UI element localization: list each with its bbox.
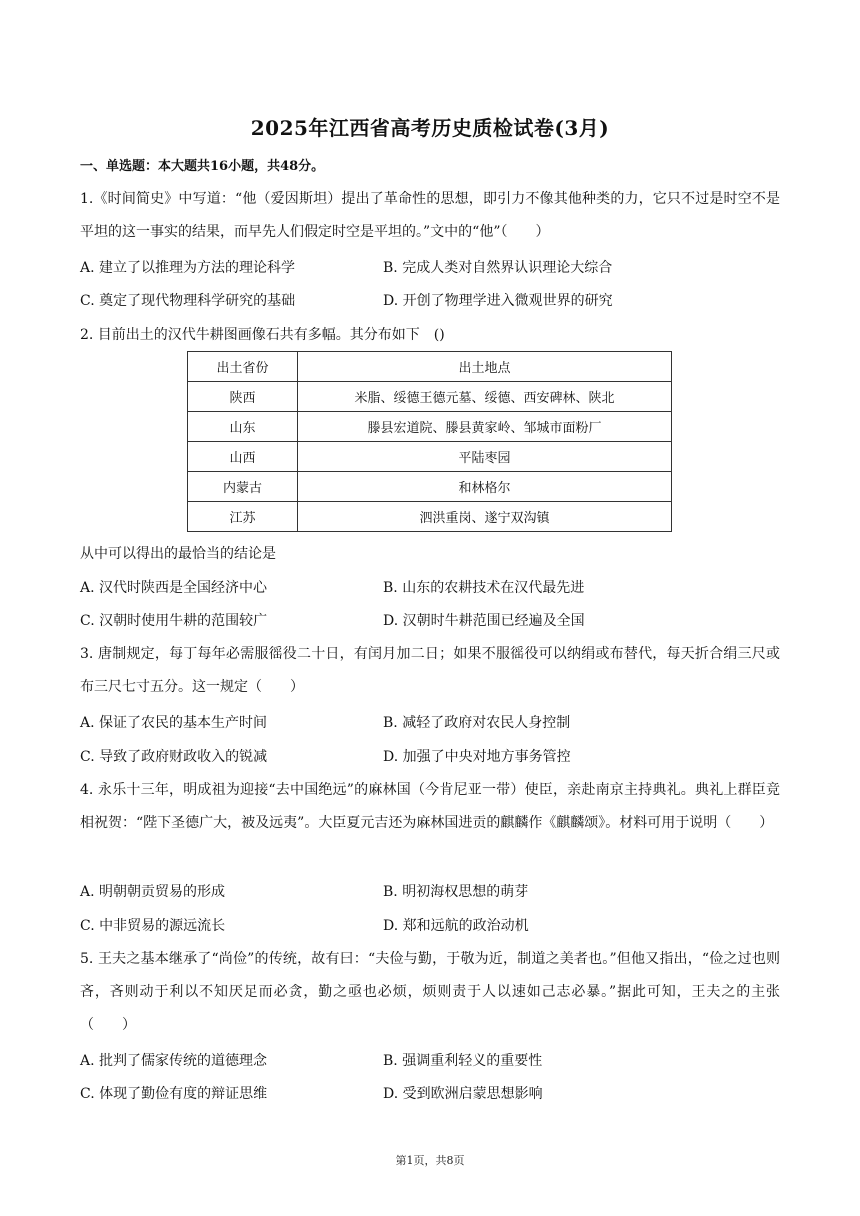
table-cell: 山东 — [188, 412, 298, 442]
table-cell: 山西 — [188, 442, 298, 472]
question-3-option-a: A. 保证了农民的基本生产时间 — [80, 715, 268, 731]
question-2-follow-text: 从中可以得出的最恰当的结论是 — [80, 546, 276, 562]
table-header-cell: 出土省份 — [188, 352, 298, 382]
table-cell: 江苏 — [188, 502, 298, 532]
question-1-option-a: A. 建立了以推理为方法的理论科学 — [80, 260, 296, 276]
page-title: 2025年江西省高考历史质检试卷(3月) — [250, 116, 610, 140]
question-2-option-a: A. 汉代时陕西是全国经济中心 — [80, 580, 268, 596]
question-5-stem: 5. 王夫之基本继承了“尚俭”的传统，故有曰：“夫俭与勤，于敬为近，制道之美者也。”但他又指出，“俭之过也则吝，吝则动于利以不知厌足而必贪，勤之亟也必烦，烦则责于人以速如己志必暴。”据此可知，王夫之的主张（ ） — [80, 951, 780, 1033]
question-1-option-d: D. 开创了物理学进入微观世界的研究 — [383, 293, 613, 309]
section-heading: 一、单选题：本大题共16小题，共48分。 — [80, 159, 325, 174]
table-cell: 内蒙古 — [188, 472, 298, 502]
table-row — [188, 412, 672, 442]
table-cell: 和林格尔 — [298, 472, 672, 502]
question-1-option-c: C. 奠定了现代物理科学研究的基础 — [80, 293, 296, 309]
table-row — [188, 472, 672, 502]
table-cell: 泗洪重岗、遂宁双沟镇 — [298, 502, 672, 532]
question-4-option-c: C. 中非贸易的源远流长 — [80, 918, 226, 934]
distribution-table — [187, 351, 672, 532]
question-5-option-d: D. 受到欧洲启蒙思想影响 — [383, 1086, 543, 1102]
question-2-stem: 2. 目前出土的汉代牛耕图画像石共有多幅。其分布如下 () — [80, 327, 445, 343]
question-4-option-d: D. 郑和远航的政治动机 — [383, 918, 529, 934]
table-cell: 陕西 — [188, 382, 298, 412]
question-3-option-d: D. 加强了中央对地方事务管控 — [383, 749, 571, 765]
question-3-stem: 3. 唐制规定，每丁每年必需服徭役二十日，有闰月加二日；如果不服徭役可以纳绢或布替代，每天折合绢三尺或布三尺七寸五分。这一规定（ ） — [80, 646, 780, 695]
question-4-option-a: A. 明朝朝贡贸易的形成 — [80, 884, 226, 900]
table-cell: 米脂、绥德王德元墓、绥德、西安碑林、陕北 — [298, 382, 672, 412]
question-1-option-b: B. 完成人类对自然界认识理论大综合 — [383, 260, 613, 276]
question-3-option-c: C. 导致了政府财政收入的锐减 — [80, 749, 268, 765]
table-row — [188, 382, 672, 412]
table-cell: 平陆枣园 — [298, 442, 672, 472]
question-2-option-d: D. 汉朝时牛耕范围已经遍及全国 — [383, 613, 585, 629]
question-5-option-b: B. 强调重利轻义的重要性 — [383, 1053, 543, 1069]
table-cell: 滕县宏道院、滕县黄家岭、邹城市面粉厂 — [298, 412, 672, 442]
question-4-stem: 4. 永乐十三年，明成祖为迎接“去中国绝远”的麻林国（今肯尼亚一带）使臣，亲赴南京主持典礼。典礼上群臣竞相祝贺：“陛下圣德广大，被及远夷”。大臣夏元吉还为麻林国进贡的麒麟作《麒麟颂》。材料可用于说明（ ） — [80, 782, 780, 831]
table-header-row — [188, 352, 672, 382]
question-4-option-b: B. 明初海权思想的萌芽 — [383, 884, 529, 900]
question-2-option-c: C. 汉朝时使用牛耕的范围较广 — [80, 613, 268, 629]
question-1-stem: 1.《时间简史》中写道：“他（爱因斯坦）提出了革命性的思想，即引力不像其他种类的力，它只不过是时空不是平坦的这一事实的结果，而早先人们假定时空是平坦的。”文中的“他”（ ） — [80, 191, 780, 240]
table-row — [188, 442, 672, 472]
page-footer: 第1页，共8页 — [395, 1154, 465, 1167]
table-header-cell: 出土地点 — [298, 352, 672, 382]
question-2-option-b: B. 山东的农耕技术在汉代最先进 — [383, 580, 585, 596]
table-row — [188, 502, 672, 532]
question-5-option-c: C. 体现了勤俭有度的辩证思维 — [80, 1086, 268, 1102]
question-5-option-a: A. 批判了儒家传统的道德理念 — [80, 1053, 268, 1069]
question-3-option-b: B. 减轻了政府对农民人身控制 — [383, 715, 571, 731]
